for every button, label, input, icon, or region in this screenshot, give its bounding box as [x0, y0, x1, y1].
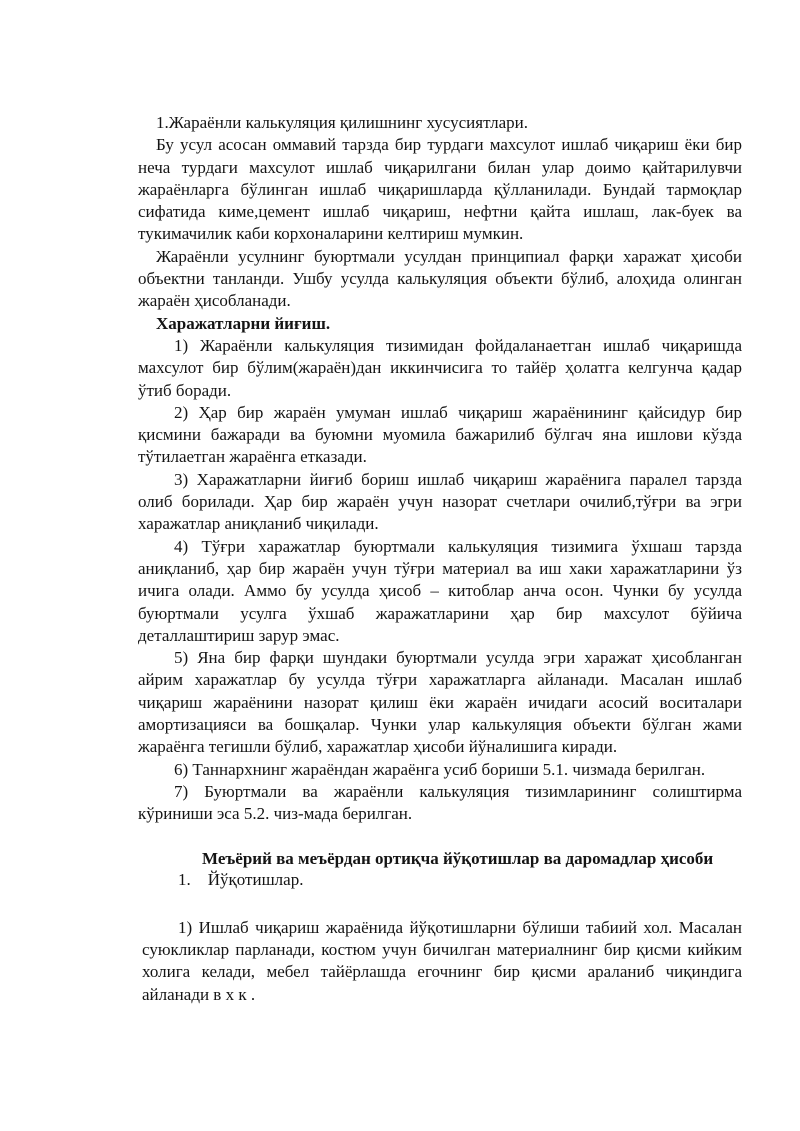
- list-item: 6) Таннархнинг жараёндан жараёнга усиб бориши 5.1. чизмада берилган.: [174, 759, 706, 779]
- section-title: 1.Жараёнли калькуляция қилишнинг хусусиятлари.: [156, 113, 528, 132]
- sub-heading: Харажатларни йиғиш.: [156, 313, 331, 333]
- final-paragraph-block: [138, 917, 742, 1006]
- spacer: [138, 891, 742, 917]
- list-item: 3) Харажатларни йиғиб бориш ишлаб чиқариш жараёнига паралел тарзда олиб борилади. Ҳар бир жараён учун назорат счетлари очилиб,тўғри ва эгри харажатлар аниқланиб чиқилади.: [138, 469, 742, 534]
- paragraph-1: Бу усул асосан оммавий тарзда бир турдаги махсулот ишлаб чиқариш ёки бир неча турдаги махсулот ишлаб чиқарилгани билан улар доимо қайтарилувчи жараёнларга бўлинган ишлаб чиқаришларда қўлланилади. Бундай тармоқлар сифатида киме,цемент ишлаб чиқариш, нефтни қайта ишлаш, лак-буек ва тукимачилик каби корхоналарини келтириш мумкин.: [138, 135, 742, 244]
- numbered-heading: 1. Йўқотишлар.: [178, 869, 304, 889]
- section-heading: Меъёрий ва меъёрдан ортиқча йўқотишлар ва даромадлар ҳисоби: [202, 848, 714, 868]
- list-item: 5) Яна бир фарқи шундаки буюртмали усулда эгри харажат ҳисобланган айрим харажатлар бу усулда тўғри харажатларга айланади. Масалан ишлаб чиқариш жараёнини назорат қилиш ёки жараён ичидаги асосий воситалари амортизацияси ва бошқалар. Чунки улар калькуляция объекти бўлган жами жараёнга тегишли бўлиб, харажатлар ҳисоби йўналишига киради.: [138, 648, 742, 757]
- list-item: 4) Тўғри харажатлар буюртмали калькуляция тизимига ўхшаш тарзда аниқланиб, ҳар бир жараён учун тўғри материал ва иш хаки харажатларини ўз ичига олади. Аммо бу усулда ҳисоб – китоблар анча осон. Чунки бу усулда буюртмали усулга ўхшаб жаражатларини ҳар бир махсулот бўйича деталлаштириш зарур эмас.: [138, 536, 742, 645]
- document-page: [138, 112, 742, 1006]
- final-paragraph: 1) Ишлаб чиқариш жараёнида йўқотишларни бўлиши табиий хол. Масалан суюкликлар парланади, костюм учун бичилган материалнинг бир қисми кийким холига келади, мебел тайёрлашда егочнинг бир қисми араланиб чиқиндига айланади в х к .: [142, 917, 742, 1004]
- list-item: 1) Жараёнли калькуляция тизимидан фойдаланаетган ишлаб чиқаришда махсулот бир бўлим(жараён)дан иккинчисига то тайёр ҳолатга келгунча қадар ўтиб боради.: [138, 335, 742, 400]
- list-item: 7) Буюртмали ва жараёнли калькуляция тизимларининг солиштирма кўриниши эса 5.2. чиз-мада берилган.: [138, 781, 742, 824]
- paragraph-2: Жараёнли усулнинг буюртмали усулдан принципиал фарқи харажат ҳисоби объектни танланди. Ушбу усулда калькуляция объекти бўлиб, алоҳида олинган жараён ҳисобланади.: [138, 246, 742, 311]
- list-item: 2) Ҳар бир жараён умуман ишлаб чиқариш жараёнининг қайсидур бир қисмини бажаради ва буюмни муомила бажарилиб бўлгач яна ишлови кўзда тўтилаетган жараёнга етказади.: [138, 402, 742, 467]
